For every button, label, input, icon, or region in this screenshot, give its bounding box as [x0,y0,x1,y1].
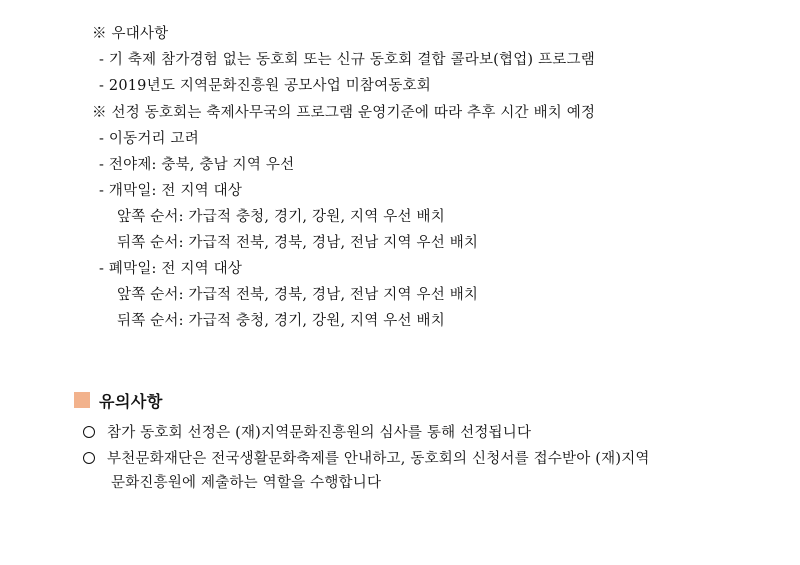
note-continuation: 문화진흥원에 제출하는 역할을 수행합니다 [111,475,382,491]
schedule-note-heading: ※ 선정 동호회는 축제사무국의 프로그램 운영기준에 따라 추후 시간 배치 예정 [92,105,596,121]
preference-item: - 2019년도 지역문화진흥원 공모사업 미참여동호회 [99,78,431,94]
preference-heading: ※ 우대사항 [92,26,169,42]
schedule-item: - 개막일: 전 지역 대상 [99,183,243,199]
section-header [74,388,163,412]
preference-item: - 기 축제 참가경험 없는 동호회 또는 신규 동호회 결합 콜라보(협업) 프로그램 [99,52,595,68]
schedule-item: - 이동거리 고려 [99,131,199,147]
schedule-item: - 전야제: 충북, 충남 지역 우선 [99,157,295,173]
note-item [83,449,650,469]
section-marker-square [74,392,90,408]
circle-bullet-icon [83,426,95,438]
note-item [83,423,531,443]
section-title: 유의사항 [99,391,163,411]
schedule-subitem: 뒤쪽 순서: 가급적 충청, 경기, 강원, 지역 우선 배치 [117,313,445,329]
circle-bullet-icon [83,452,95,464]
schedule-subitem: 앞쪽 순서: 가급적 전북, 경북, 경남, 전남 지역 우선 배치 [117,287,479,303]
schedule-item: - 폐막일: 전 지역 대상 [99,261,243,277]
note-text: 부천문화재단은 전국생활문화축제를 안내하고, 동호회의 신청서를 접수받아 (재)지역 [107,451,650,467]
schedule-subitem: 뒤쪽 순서: 가급적 전북, 경북, 경남, 전남 지역 우선 배치 [117,235,479,251]
note-text: 참가 동호회 선정은 (재)지역문화진흥원의 심사를 통해 선정됩니다 [107,425,532,441]
schedule-subitem: 앞쪽 순서: 가급적 충청, 경기, 강원, 지역 우선 배치 [117,209,445,225]
